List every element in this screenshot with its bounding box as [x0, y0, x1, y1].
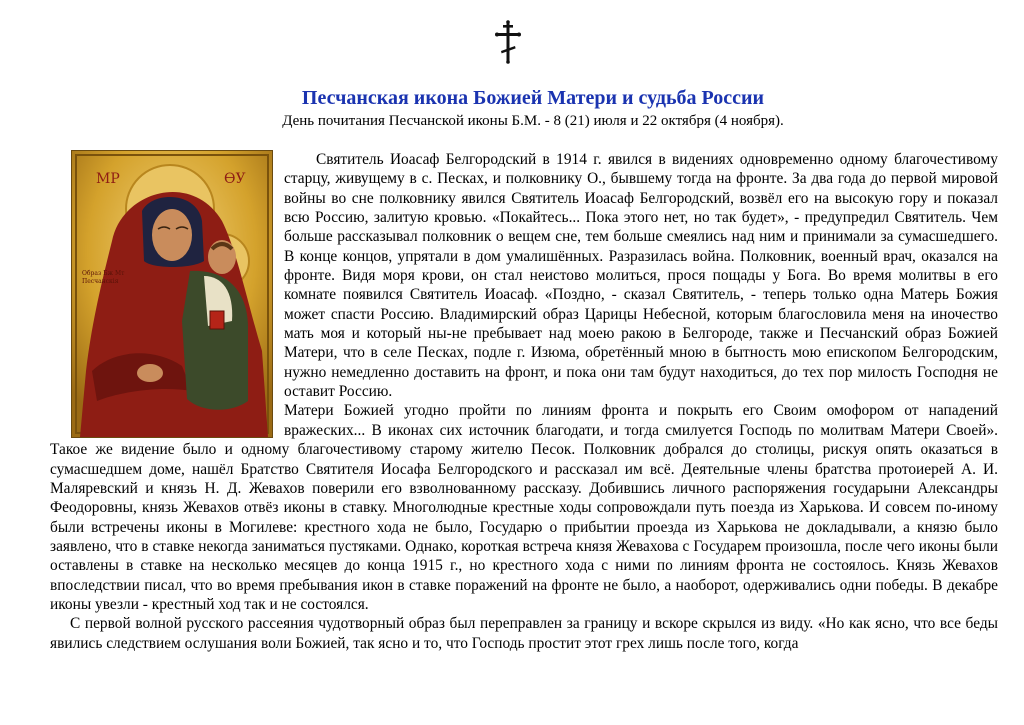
icon-label-right: ѲУ: [224, 171, 246, 187]
icon-label-left: МР: [96, 171, 120, 187]
page-subtitle: День почитания Песчанской иконы Б.М. - 8 (21) июля и 22 октября (4 ноября).: [282, 113, 784, 129]
article-body: [50, 150, 998, 653]
article-paragraph: Святитель Иоасаф Белгородский в 1914 г. явился в видениях одновременно одному благочестивому старцу, живущему в с. Песках, и полковнику О., бывшему тогда на фронте. За два года до первой мировой войны во сне полковнику явился Святитель Иоасаф Белгородский, возвёл его на высокую гору и показал всю Россию, залитую кровью. «Покайтесь... Пока этого нет, но так будет», - предупредил Святитель. Чем больше рассказывал полковник о вещем сне, тем больше смеялись над ним и принимали за сумасшедшего. В конце концов, упрятали в дом умалишённых. Разразилась война. Полковник, военный врач, оказался на фронте. Видя моря крови, он стал неистово молиться, прося пощады у Бога. Во время молитвы в его комнате появился Святитель Иоасаф. «Поздно, - сказал Святитель, - теперь только одна Матерь Божия может спасти Россию. Владимирский образ Царицы Небесной, которым благословила меня на иночество мать моя и который ны-не пребывает над моею ракою в Белгороде, также и Песчанский образ Божией Матери, что в селе Песках, подле г. Изюма, обретённый мною в бытность мою епископом Белгородским, нужно немедленно доставить на фронт, и пока они там будут находиться, до тех пор милость Господня не оставит Россию.: [284, 151, 998, 401]
article-paragraph: Матери Божией угодно пройти по линиям фронта и покрыть его Своим омофором от нападений вражеских... В иконах сих источник благодати, и тогда смилуется Господь по молитвам Матери Своей». Такое же видение было и одному благочестивому старому жителю Песок. Полковник добрался до столицы, рискуя опять оказаться в сумасшедшем доме, нашёл Братство Святителя Иосафа Белгородского и рассказал им всё. Деятельные члены братства протоиерей А. И. Маляревский и князь Н. Д. Жевахов поверили его взволнованному рассказу. Добившись личного распоряжения государыни Александры Феодоровны, князь Жевахов отвёз иконы в ставку. Многолюдные крестные ходы сопровождали путь поезда из Харькова. И совсем по-иному были встречены иконы в Могилеве: крестного хода не было, Государю о прибытии проезда из Харькова не докладывали, а князю было заявлено, что в ставке некогда заниматься пустяками. Однако, короткая встреча князя Жевахова с Государем произошла, после чего иконы были оставлены в ставке на несколько месяцев до конца 1915 г., но крестного хода с ними по линиям фронта не состоялось. Князь Жевахов впоследствии писал, что во время пребывания икон в ставке поражений на фронте не было, а наоборот, одерживались одни победы. В декабре иконы увезли - крестный ход так и не состоялся.: [50, 402, 998, 613]
icon-caption-line2: Песчанскiя: [82, 278, 119, 285]
orthodox-cross-icon: [494, 20, 522, 64]
page-title: Песчанская икона Божией Матери и судьба России: [301, 87, 765, 109]
article-paragraph: С первой волной русского рассеяния чудотворный образ был переправлен за границу и вскоре скрылся из виду. «Но как ясно, что все беды явились следствием ослушания воли Божией, так ясно и то, что Господь простит этот грех лишь после того, когда: [50, 615, 998, 652]
icon-caption-line1: Образ Бж Мт: [82, 270, 125, 277]
